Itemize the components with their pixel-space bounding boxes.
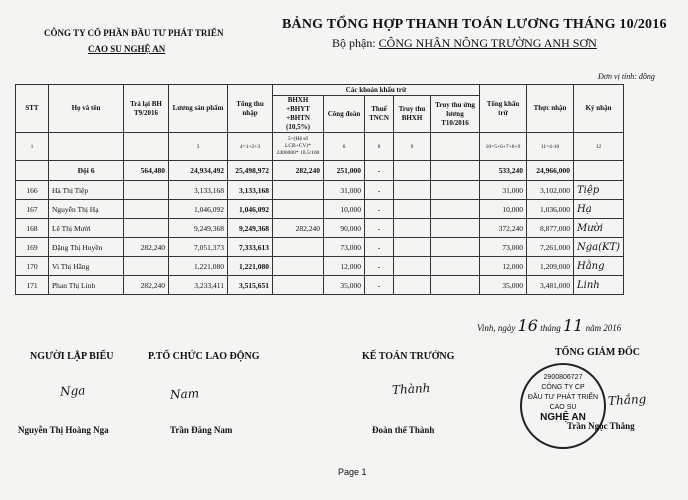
payroll-table bbox=[15, 84, 624, 295]
cell-net: 1,209,000 bbox=[527, 257, 574, 276]
cell-bh bbox=[124, 200, 169, 219]
company-name-line2: CAO SU NGHỆ AN bbox=[88, 44, 166, 54]
group-net: 24,966,000 bbox=[527, 161, 574, 181]
group-name: Đội 6 bbox=[49, 161, 124, 181]
page-number: Page 1 bbox=[338, 467, 367, 477]
cell-name: Lê Thị Mười bbox=[49, 219, 124, 238]
header-deductions: Các khoản khấu trừ bbox=[273, 85, 480, 96]
date-month: 11 bbox=[562, 316, 584, 335]
header-net: Thực nhận bbox=[527, 85, 574, 133]
formula-cell: 12 bbox=[574, 133, 624, 161]
formula-cell bbox=[49, 133, 124, 161]
cell-total-ded: 372,240 bbox=[480, 219, 527, 238]
cell-total-ded: 31,000 bbox=[480, 181, 527, 200]
table-row bbox=[16, 200, 624, 219]
signature-general-director: Thắng bbox=[607, 392, 647, 408]
cell-bh bbox=[124, 257, 169, 276]
cell-tax: - bbox=[365, 238, 394, 257]
formula-cell: 5=(Hệ số LCB+CV)* 2400000* 10.5/100 bbox=[273, 133, 324, 161]
formula-cell: 6 bbox=[324, 133, 365, 161]
date-year: năm 2016 bbox=[585, 323, 622, 333]
header-bhxh-collect: Truy thu BHXH bbox=[394, 96, 431, 133]
cell-product: 9,249,368 bbox=[169, 219, 228, 238]
cell-bhxh bbox=[273, 276, 324, 295]
cell-total-ded: 12,000 bbox=[480, 257, 527, 276]
formula-cell: 10=5+6+7+8+9 bbox=[480, 133, 527, 161]
cell-sign: Hằng bbox=[574, 257, 624, 276]
cell-sign: Hạ bbox=[574, 200, 624, 219]
cell-name: Vi Thị Hằng bbox=[49, 257, 124, 276]
cell-total: 3,133,168 bbox=[228, 181, 273, 200]
department-line bbox=[332, 36, 597, 51]
date-month-label: tháng bbox=[540, 323, 561, 333]
cell-product: 3,133,168 bbox=[169, 181, 228, 200]
signature-hr: Nam bbox=[169, 386, 200, 402]
cell-product: 7,051,373 bbox=[169, 238, 228, 257]
cell-product: 1,046,092 bbox=[169, 200, 228, 219]
cell-union: 31,000 bbox=[324, 181, 365, 200]
name-general-director: Trần Ngọc Thắng bbox=[567, 421, 635, 431]
cell-product: 1,221,080 bbox=[169, 257, 228, 276]
formula-cell bbox=[431, 133, 480, 161]
department-label: Bộ phận: bbox=[332, 36, 376, 50]
table-row bbox=[16, 257, 624, 276]
cell-name: Đặng Thị Huyền bbox=[49, 238, 124, 257]
cell-net: 7,261,000 bbox=[527, 238, 574, 257]
group-total-row bbox=[16, 161, 624, 181]
cell-bhxh: 282,240 bbox=[273, 219, 324, 238]
formula-cell: 9 bbox=[394, 133, 431, 161]
cell-union: 73,000 bbox=[324, 238, 365, 257]
group-total: 25,498,972 bbox=[228, 161, 273, 181]
group-union: 251,000 bbox=[324, 161, 365, 181]
stamp-line3: CAO SU bbox=[549, 404, 577, 411]
formula-cell bbox=[124, 133, 169, 161]
cell-tax: - bbox=[365, 181, 394, 200]
cell-total: 3,515,651 bbox=[228, 276, 273, 295]
role-preparer: NGƯỜI LẬP BIỂU bbox=[30, 351, 114, 362]
formula-cell: 1 bbox=[16, 133, 49, 161]
cell-bh bbox=[124, 219, 169, 238]
department-name: CÔNG NHÂN NÔNG TRƯỜNG ANH SƠN bbox=[378, 36, 597, 50]
date-day: 16 bbox=[517, 316, 538, 335]
formula-cell: 3 bbox=[169, 133, 228, 161]
group-product: 24,934,492 bbox=[169, 161, 228, 181]
cell-sign: Linh bbox=[574, 276, 624, 295]
header-name: Họ và tên bbox=[49, 85, 124, 133]
cell-net: 3,102,000 bbox=[527, 181, 574, 200]
table-row bbox=[16, 181, 624, 200]
group-bh: 564,480 bbox=[124, 161, 169, 181]
cell-total: 7,333,613 bbox=[228, 238, 273, 257]
cell-bhxh bbox=[273, 181, 324, 200]
cell-sign: Nga(KT) bbox=[574, 238, 624, 257]
cell-bhxh bbox=[273, 200, 324, 219]
report-title: BẢNG TỔNG HỢP THANH TOÁN LƯƠNG THÁNG 10/2016 bbox=[282, 17, 667, 32]
cell-bh: 282,240 bbox=[124, 238, 169, 257]
cell-bhxh bbox=[273, 257, 324, 276]
formula-row bbox=[16, 133, 624, 161]
cell-sign: Mười bbox=[574, 219, 624, 238]
cell-name: Phan Thị Linh bbox=[49, 276, 124, 295]
cell-bh: 282,240 bbox=[124, 276, 169, 295]
cell-total: 1,221,080 bbox=[228, 257, 273, 276]
header-bhxh: BHXH +BHYT +BHTN (10,5%) bbox=[273, 96, 324, 133]
cell-stt: 171 bbox=[16, 276, 49, 295]
cell-product: 3,233,411 bbox=[169, 276, 228, 295]
cell-sign: Tiệp bbox=[574, 181, 624, 200]
cell-tax: - bbox=[365, 276, 394, 295]
cell-tax: - bbox=[365, 219, 394, 238]
cell-total: 1,046,092 bbox=[228, 200, 273, 219]
name-chief-accountant: Đoàn thế Thành bbox=[372, 425, 435, 435]
cell-total-ded: 35,000 bbox=[480, 276, 527, 295]
company-stamp bbox=[520, 363, 606, 449]
header-sign: Ký nhận bbox=[574, 85, 624, 133]
cell-stt: 168 bbox=[16, 219, 49, 238]
cell-net: 1,036,000 bbox=[527, 200, 574, 219]
cell-union: 90,000 bbox=[324, 219, 365, 238]
cell-stt: 169 bbox=[16, 238, 49, 257]
header-total-deductions: Tổng khấu trừ bbox=[480, 85, 527, 133]
cell-net: 3,481,000 bbox=[527, 276, 574, 295]
header-advance: Truy thu ứng lương T10/2016 bbox=[431, 96, 480, 133]
header-stt: STT bbox=[16, 85, 49, 133]
formula-cell: 8 bbox=[365, 133, 394, 161]
table-row bbox=[16, 219, 624, 238]
signature-preparer: Nga bbox=[59, 383, 86, 399]
cell-stt: 167 bbox=[16, 200, 49, 219]
header-total: Tổng thu nhập bbox=[228, 85, 273, 133]
header-product: Lương sản phẩm bbox=[169, 85, 228, 133]
cell-union: 35,000 bbox=[324, 276, 365, 295]
company-name-line1: CÔNG TY CỔ PHẦN ĐẦU TƯ PHÁT TRIỂN bbox=[44, 28, 224, 38]
formula-cell: 11=4-10 bbox=[527, 133, 574, 161]
cell-stt: 170 bbox=[16, 257, 49, 276]
role-general-director: TỔNG GIÁM ĐỐC bbox=[555, 347, 640, 358]
group-tax: - bbox=[365, 161, 394, 181]
cell-tax: - bbox=[365, 200, 394, 219]
formula-cell: 4=1+2+3 bbox=[228, 133, 273, 161]
cell-tax: - bbox=[365, 257, 394, 276]
name-preparer: Nguyễn Thị Hoàng Nga bbox=[18, 425, 109, 435]
sign-date bbox=[477, 316, 621, 335]
cell-total-ded: 10,000 bbox=[480, 200, 527, 219]
group-total-deductions: 533,240 bbox=[480, 161, 527, 181]
cell-name: Hà Thị Tiệp bbox=[49, 181, 124, 200]
header-union: Công đoàn bbox=[324, 96, 365, 133]
stamp-line1: CÔNG TY CP bbox=[541, 384, 585, 391]
stamp-line2: ĐẦU TƯ PHÁT TRIỂN bbox=[527, 394, 599, 401]
cell-union: 10,000 bbox=[324, 200, 365, 219]
name-hr: Trần Đăng Nam bbox=[170, 425, 233, 435]
cell-net: 8,877,000 bbox=[527, 219, 574, 238]
cell-name: Nguyễn Thị Hạ bbox=[49, 200, 124, 219]
header-bh: Trả lại BH T9/2016 bbox=[124, 85, 169, 133]
role-hr: P.TỔ CHỨC LAO ĐỘNG bbox=[148, 351, 260, 362]
cell-bh bbox=[124, 181, 169, 200]
date-prefix: Vinh, ngày bbox=[477, 323, 516, 333]
stamp-code: 2900806727 bbox=[543, 374, 583, 381]
role-chief-accountant: KẾ TOÁN TRƯỞNG bbox=[362, 351, 455, 362]
cell-total-ded: 73,000 bbox=[480, 238, 527, 257]
table-row bbox=[16, 238, 624, 257]
signature-chief-accountant: Thành bbox=[391, 381, 431, 397]
cell-total: 9,249,368 bbox=[228, 219, 273, 238]
table-row bbox=[16, 276, 624, 295]
group-bhxh: 282,240 bbox=[273, 161, 324, 181]
cell-stt: 166 bbox=[16, 181, 49, 200]
cell-bhxh bbox=[273, 238, 324, 257]
stamp-line4: NGHỆ AN bbox=[540, 412, 586, 423]
header-tax: Thuế TNCN bbox=[365, 96, 394, 133]
currency-unit: Đơn vị tính: đồng bbox=[598, 72, 655, 81]
cell-union: 12,000 bbox=[324, 257, 365, 276]
